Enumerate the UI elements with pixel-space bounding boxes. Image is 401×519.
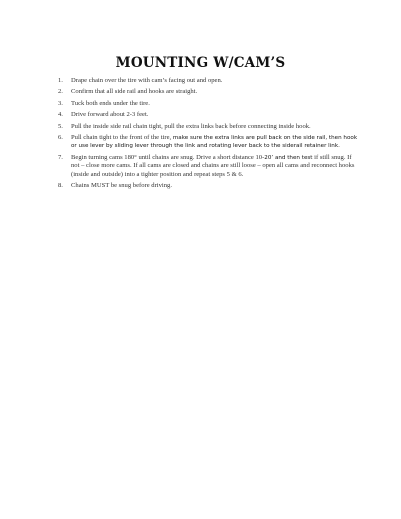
step-number: 6. [58,134,63,142]
step-text-before: Begin turning cams 180° until chains are snug. Drive a short distance 10- [71,153,265,161]
handwritten-note: make sure the extra links are pull back on the side rail, then hook or use lever by sliding lever through the link and rotating lever back to the siderail retainer link. [71,135,358,150]
handwritten-note: 20’ and then test [264,154,313,161]
step-text-after: if still snug. If not – close more cams. If all cams are closed and chains are still loose – open all cams and reconnect hooks (inside and outside) into a tighter position and repeat steps 5 & 6. [71,153,355,178]
list-item [58,123,358,131]
list-item [58,77,358,85]
step-text: Pull the inside side rail chain tight, pull the extra links back before connecting inside hook. [71,122,311,130]
step-text: Drape chain over the tire with cam’s facing out and open. [71,77,223,84]
step-text: Chains MUST be snug before driving. [71,182,172,190]
instruction-list [58,77,358,193]
step-number: 3. [58,99,63,107]
step-text: Confirm that all side rail and hooks are straight. [71,88,198,96]
step-number: 1. [58,77,63,84]
list-item [58,182,358,190]
step-number: 8. [58,182,63,190]
list-item [58,88,358,96]
step-number: 7. [58,153,63,161]
step-text: Pull chain tight to the front of the tire, [71,134,172,142]
list-item [58,100,358,108]
step-text: Tuck both ends under the tire. [71,99,150,107]
step-number: 5. [58,122,63,130]
step-number: 2. [58,88,63,96]
page-title: MOUNTING W/CAM’S [115,55,286,71]
step-number: 4. [58,111,63,119]
step-text: Drive forward about 2-3 feet. [71,111,149,119]
list-item [58,134,358,151]
list-item [58,111,358,119]
list-item [58,154,358,179]
